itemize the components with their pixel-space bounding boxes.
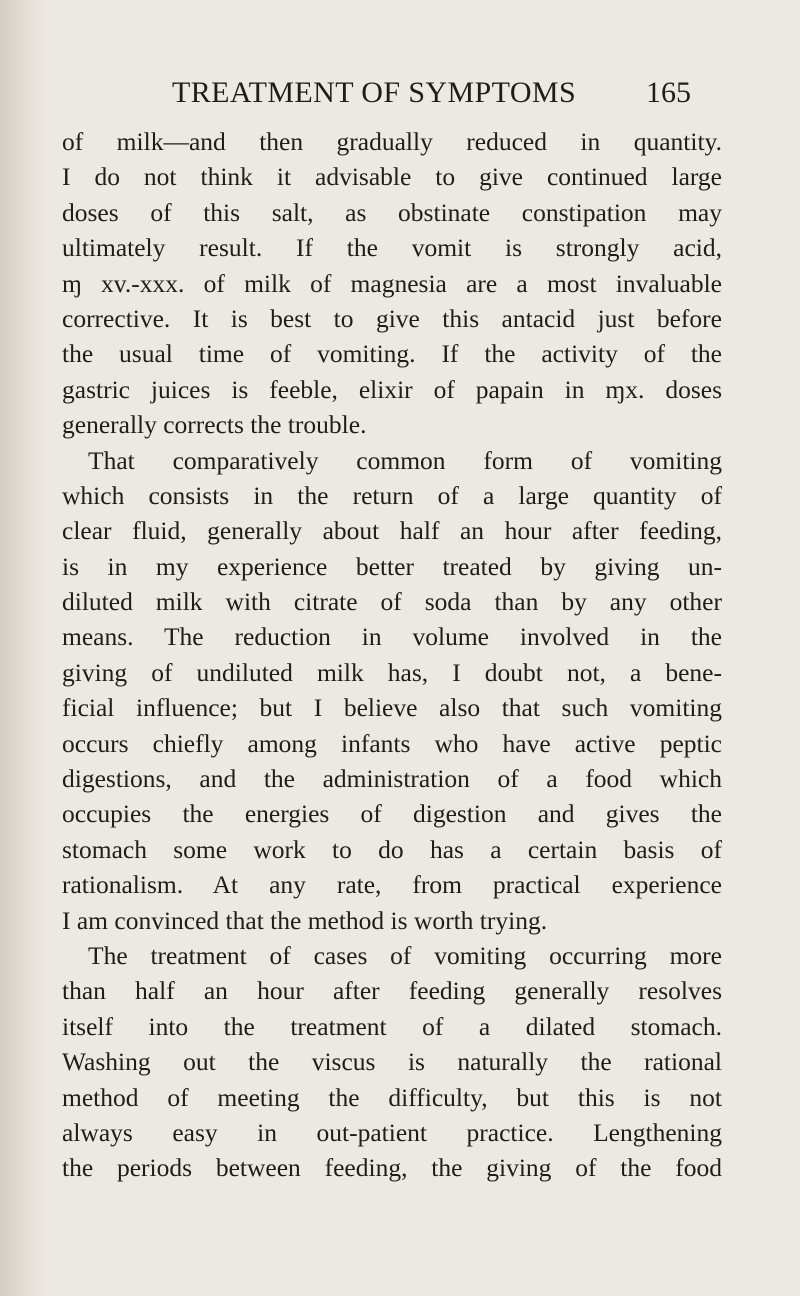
text-line: method of meeting the difficulty, but this is not [62,1082,722,1112]
text-line: of milk—and then gradually reduced in quantity. [62,127,722,156]
text-line: stomach some work to do has a certain basis of [62,834,722,864]
text-line: digestions, and the administration of a food which [62,764,722,794]
text-line: occurs chiefly among infants who have active peptic [62,728,722,758]
text-line: I do not think it advisable to give continued large [62,162,722,192]
text-line: clear fluid, generally about half an hour after feeding, [62,516,722,546]
page-header [0,76,800,116]
text-line: Washing out the viscus is naturally the rational [62,1047,722,1077]
text-line: itself into the treatment of a dilated stomach. [62,1011,722,1041]
text-line: the periods between feeding, the giving of the food [62,1153,722,1183]
text-line: generally corrects the trouble. [62,410,367,440]
text-line: ɱ xv.-xxx. of milk of magnesia are a most invaluable [62,268,722,298]
text-line: means. The reduction in volume involved in the [62,622,722,652]
text-line: diluted milk with citrate of soda than by any other [62,587,722,617]
text-line: giving of undiluted milk has, I doubt not, a bene- [62,657,722,687]
text-line: The treatment of cases of vomiting occurring more [88,940,722,970]
text-line: occupies the energies of digestion and gives the [62,799,722,829]
page-number: 165 [646,76,691,109]
text-line: That comparatively common form of vomiting [88,445,722,475]
body-text [62,124,722,1186]
gutter-shadow [0,0,50,1296]
text-line: doses of this salt, as obstinate constipation may [62,197,722,227]
text-line: ultimately result. If the vomit is strongly acid, [62,233,722,263]
text-line: ficial influence; but I believe also that such vomiting [62,693,722,723]
text-line: than half an hour after feeding generally resolves [62,976,722,1006]
running-title: TREATMENT OF SYMPTOMS [172,76,577,109]
text-line: is in my experience better treated by giving un- [62,551,722,581]
text-line: gastric juices is feeble, elixir of papain in ɱx. doses [62,374,722,404]
text-line: corrective. It is best to give this antacid just before [62,303,722,333]
text-line: always easy in out-patient practice. Lengthening [62,1117,722,1147]
text-line: which consists in the return of a large quantity of [62,480,722,510]
text-line: the usual time of vomiting. If the activity of the [62,339,722,369]
text-line: I am convinced that the method is worth trying. [62,905,548,935]
text-line: rationalism. At any rate, from practical experience [62,870,722,900]
